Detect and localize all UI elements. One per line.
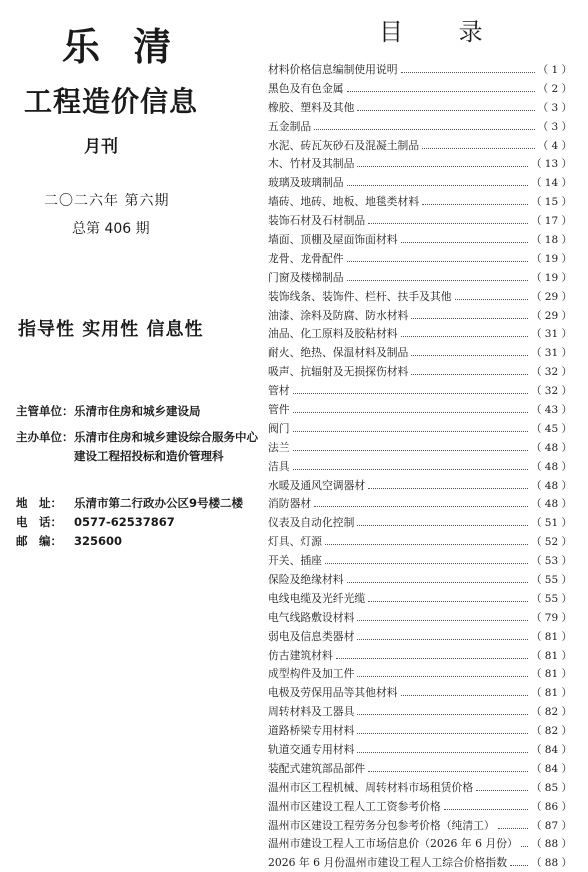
toc-entry[interactable] [268,759,572,778]
toc-entry[interactable] [268,457,572,476]
toc-entry-page: （ 88 ） [530,838,572,851]
toc-leader-dots [293,469,528,470]
toc-entry-title: 管材 [268,384,290,398]
toc-entry-page: （ 14 ） [530,177,572,190]
toc-leader-dots [422,148,534,149]
toc-entry-title: 周转材料及工器具 [268,705,355,719]
toc-entry[interactable] [268,589,572,608]
toc-entry[interactable] [268,816,572,835]
toc-entry-page: （ 87 ） [530,819,572,832]
toc-entry[interactable] [268,268,572,287]
toc-leader-dots [357,639,528,640]
supervisor-value: 乐清市住房和城乡建设局 [74,404,201,418]
toc-entry-page: （ 48 ） [530,479,572,492]
toc-entry-page: （ 13 ） [530,158,572,171]
slogan: 指导性 实用性 信息性 [18,319,204,340]
toc-leader-dots [347,582,528,583]
toc-entry-title: 油品、化工原料及胶粘材料 [268,327,398,341]
toc-leader-dots [368,771,528,772]
sponsor-label: 主办单位： [16,430,74,444]
toc-entry-title: 保险及绝缘材料 [268,572,344,586]
toc-leader-dots [368,601,528,602]
toc-leader-dots [411,318,528,319]
toc-entry-page: （ 32 ） [530,366,572,379]
toc-entry-page: （ 2 ） [537,82,572,95]
toc-leader-dots [357,110,534,111]
toc-entry[interactable] [268,343,572,362]
toc-entry[interactable] [268,154,572,173]
toc-entry[interactable] [268,646,572,665]
sponsor-block [16,428,258,466]
toc-entry-page: （ 82 ） [530,706,572,719]
toc-entry-title: 电线电缆及光纤光缆 [268,591,366,605]
cover-panel [0,0,262,839]
toc-leader-dots [325,563,528,564]
toc-entry[interactable] [268,419,572,438]
toc-leader-dots [401,695,528,696]
toc-entry-title: 装饰线条、装饰件、栏杆、扶手及其他 [268,289,452,303]
toc-leader-dots [357,752,528,753]
toc-entry-page: （ 1 ） [537,63,572,76]
toc-leader-dots [347,91,535,92]
toc-entry-title: 洁具 [268,459,290,473]
toc-entry[interactable] [268,173,572,192]
toc-entry-title: 温州市区建设工程人工工资参考价格 [268,799,441,813]
toc-entry-title: 阀门 [268,421,290,435]
supervisor-label: 主管单位： [16,404,74,418]
toc-leader-dots [314,506,528,507]
toc-entry-page: （ 48 ） [530,460,572,473]
toc-entry[interactable] [268,362,572,381]
toc-entry-title: 橡胶、塑料及其他 [268,100,355,114]
toc-entry-page: （ 31 ） [530,328,572,341]
toc-entry-title: 木、竹材及其制品 [268,157,355,171]
toc-entry-title: 仿古建筑材料 [268,648,333,662]
toc-entry[interactable] [268,513,572,532]
toc-leader-dots [401,72,535,73]
toc-entry-page: （ 19 ） [530,252,572,265]
toc-entry[interactable] [268,324,572,343]
toc-leader-dots [357,166,528,167]
toc-entry-page: （ 81 ） [530,649,572,662]
toc-entry-page: （ 84 ） [530,744,572,756]
toc-entry[interactable] [268,683,572,702]
toc-entry-page: （ 43 ） [530,403,572,416]
toc-entry-page: （ 86 ） [530,800,572,813]
toc-entry-title: 成型构件及加工件 [268,667,355,681]
toc-leader-dots [347,185,528,186]
toc-entry-title: 玻璃及玻璃制品 [268,176,344,190]
toc-entry-page: （ 88 ） [530,857,572,870]
toc-entry[interactable] [268,117,572,136]
sponsor-value-2: 建设工程招投标和造价管理科 [74,449,224,463]
toc-entry-title: 装饰石材及石材制品 [268,214,366,228]
postcode-value: 325600 [74,534,123,548]
toc-entry[interactable] [268,665,572,684]
toc-leader-dots [357,676,528,677]
toc-leader-dots [498,828,528,829]
toc-leader-dots [293,412,528,413]
toc-entry[interactable] [268,60,572,79]
toc-entry-page: （ 55 ） [530,592,572,605]
toc-entry[interactable] [268,797,572,816]
toc-entry-page: （ 17 ） [530,215,572,228]
toc-entry-title: 温州市建设工程人工市场信息价（2026 年 6 月份） [268,837,518,851]
toc-entry-title: 耐火、绝热、保温材料及制品 [268,346,409,360]
toc-leader-dots [401,336,528,337]
phone-value: 0577-62537867 [74,515,175,529]
toc-entry-title: 消防器材 [268,497,312,511]
toc-entry[interactable] [268,551,572,570]
toc-entry[interactable] [268,230,572,249]
toc-entry[interactable] [268,570,572,589]
toc-entry-title: 电极及劳保用品等其他材料 [268,686,398,700]
toc-entry-title: 油漆、涂料及防腐、防水材料 [268,308,409,322]
toc-entry[interactable] [268,211,572,230]
toc-entry-title: 道路桥梁专用材料 [268,724,355,738]
toc-entry-page: （ 81 ） [530,687,572,700]
toc-entry-title: 仪表及自动化控制 [268,516,355,530]
publication-subtitle: 工程造价信息 [24,85,199,118]
toc-entry[interactable] [268,438,572,457]
toc-entry[interactable] [268,740,572,759]
toc-entry-title: 开关、插座 [268,554,322,568]
toc-leader-dots [357,525,528,526]
toc-leader-dots [401,242,528,243]
toc-entry-page: （ 18 ） [530,233,572,246]
toc-leader-dots [411,374,528,375]
postcode-label: 邮 编： [16,534,62,548]
toc-entry-page: （ 48 ） [530,441,572,454]
toc-entry-page: （ 84 ） [530,762,572,775]
toc-entry-title: 温州市区工程机械、周转材料市场租赁价格 [268,780,474,794]
toc-entry-page: （ 53 ） [530,555,572,568]
toc-entry-title: 门窗及楼梯制品 [268,270,344,284]
toc-entry-title: 装配式建筑部品部件 [268,761,366,775]
toc-entry[interactable] [268,381,572,400]
toc-entry-page: （ 52 ） [530,536,572,549]
toc-entry[interactable] [268,835,572,854]
toc-entry-title: 黑色及有色金属 [268,81,344,95]
toc-entry-title: 电气线路敷设材料 [268,610,355,624]
toc-leader-dots [476,790,528,791]
toc-entry-title: 灯具、灯源 [268,535,322,549]
total-issue-number: 总第 406 期 [72,221,150,237]
toc-entry[interactable] [268,98,572,117]
toc-leader-dots [347,280,528,281]
toc-entry-title: 龙骨、龙骨配件 [268,251,344,265]
toc-entry-page: （ 85 ） [530,781,572,794]
publication-frequency: 月刊 [84,137,118,157]
toc-leader-dots [293,431,528,432]
toc-entry-title: 五金制品 [268,119,312,133]
toc-leader-dots [314,129,534,130]
toc-leader-dots [422,204,528,205]
address-value: 乐清市第二行政办公区9号楼二楼 [74,496,243,510]
toc-entry-page: （ 81 ） [530,630,572,643]
toc-entry-title: 墙砖、地砖、地板、地毯类材料 [268,195,420,209]
toc-leader-dots [357,620,528,621]
contact-block [16,494,243,551]
toc-entry[interactable] [268,476,572,495]
toc-entry-title: 轨道交通专用材料 [268,743,355,756]
toc-entry[interactable] [268,532,572,551]
supervisor-line [16,402,201,421]
toc-entry-page: （ 4 ） [537,139,572,152]
toc-entry-title: 温州市区建设工程劳务分包参考价格（纯清工） [268,818,495,832]
toc-entry[interactable] [268,79,572,98]
toc-entry[interactable] [268,287,572,306]
toc-entry-page: （ 31 ） [530,347,572,360]
toc-entry-page: （ 51 ） [530,517,572,530]
toc-leader-dots [368,488,528,489]
toc-entry[interactable] [268,702,572,721]
toc-entry[interactable] [268,192,572,211]
toc-entry-page: （ 19 ） [530,271,572,284]
toc-leader-dots [293,393,528,394]
toc-leader-dots [411,355,528,356]
toc-entry[interactable] [268,136,572,155]
phone-label: 电 话： [16,515,62,529]
toc-entry-title: 弱电及信息类器材 [268,629,355,643]
toc-list [268,60,572,872]
toc-entry[interactable] [268,853,572,872]
toc-leader-dots [455,299,528,300]
toc-leader-dots [444,809,528,810]
toc-entry[interactable] [268,400,572,419]
toc-entry-page: （ 79 ） [530,611,572,624]
toc-entry-title: 法兰 [268,440,290,454]
toc-entry-title: 水泥、砖瓦灰砂石及混凝土制品 [268,138,420,152]
toc-entry[interactable] [268,249,572,268]
toc-entry-title: 水暖及通风空调器材 [268,478,366,492]
toc-title: 目 录 [379,18,507,46]
toc-entry-title: 材料价格信息编制使用说明 [268,62,398,76]
toc-leader-dots [336,658,528,659]
toc-leader-dots [357,714,528,715]
toc-leader-dots [368,223,528,224]
toc-leader-dots [293,450,528,451]
toc-leader-dots [521,846,528,847]
toc-entry-page: （ 29 ） [530,290,572,303]
toc-entry-page: （ 15 ） [530,196,572,209]
toc-leader-dots [357,733,528,734]
toc-entry-title: 管件 [268,402,290,416]
toc-entry[interactable] [268,778,572,797]
toc-entry-page: （ 32 ） [530,385,572,398]
issue-number: 二〇二六年 第六期 [44,193,170,209]
toc-entry[interactable] [268,306,572,325]
toc-entry-page: （ 81 ） [530,668,572,681]
toc-entry-page: （ 45 ） [530,422,572,435]
toc-entry-page: （ 3 ） [537,120,572,133]
sponsor-value-1: 乐清市住房和城乡建设综合服务中心 [74,430,258,444]
toc-entry-title: 墙面、顶棚及屋面饰面材料 [268,232,398,246]
toc-entry[interactable] [268,627,572,646]
toc-entry-page: （ 3 ） [537,101,572,114]
toc-leader-dots [347,261,528,262]
toc-entry[interactable] [268,608,572,627]
toc-entry[interactable] [268,721,572,740]
toc-entry-page: （ 29 ） [530,309,572,322]
publication-title: 乐 清 [62,25,182,69]
toc-entry-page: （ 48 ） [530,498,572,511]
toc-leader-dots [510,865,528,866]
toc-entry-page: （ 82 ） [530,725,572,738]
toc-entry-page: （ 55 ） [530,573,572,586]
address-label: 地 址： [16,496,62,510]
toc-entry[interactable] [268,494,572,513]
toc-entry-title: 2026 年 6 月份温州市建设工程人工综合价格指数 [268,856,507,870]
toc-leader-dots [325,544,528,545]
toc-entry-title: 吸声、抗辐射及无损探伤材料 [268,365,409,379]
